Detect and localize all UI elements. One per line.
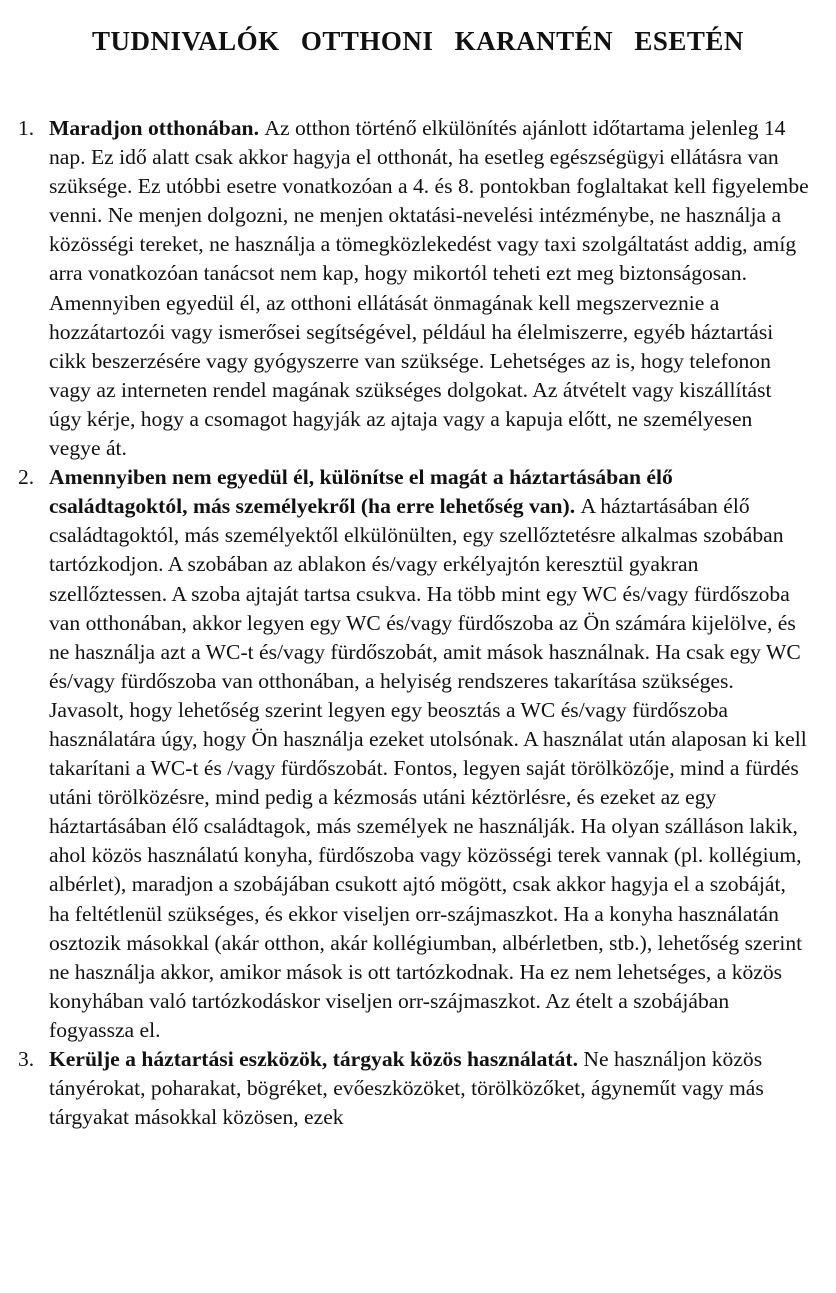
item-number: 3. (18, 1047, 35, 1071)
item-text: A háztartásában élő családtagoktól, más személyektől elkülönülten, egy szellőztetésre alkalmas szobában tartózkodjon. A szobában az ablakon és/vagy erkélyajtón keresztül gyakran szellőztessen. A szoba ajtaját tartsa csukva. Ha több mint egy WC és/vagy fürdőszoba van otthonában, akkor legyen egy WC és/vagy fürdőszoba az Ön számára kijelölve, és ne használja azt a WC-t és/vagy fürdőszobát, amit mások használnak. Ha csak egy WC és/vagy fürdőszoba van otthonában, a helyiség rendszeres takarítása szükséges. Javasolt, hogy lehetőség szerint legyen egy beosztás a WC és/vagy fürdőszoba használatára úgy, hogy Ön használja ezeket utolsónak. A használat után alaposan ki kell takarítani a WC-t és /vagy fürdőszobát. Fontos, legyen saját törölközője, mind a fürdés utáni törölközésre, mind pedig a kézmosás utáni kéztörlésre, és ezeket az egy háztartásában élő családtagok, más személyek ne használják. Ha olyan szálláson lakik, ahol közös használatú konyha, fürdőszoba vagy közösségi terek vannak (pl. kollégium, albérlet), maradjon a szobájában csukott ajtó mögött, csak akkor hagyja el a szobáját, ha feltétlenül szükséges, és ekkor viseljen orr-szájmaszkot. Ha a konyha használatán osztozik másokkal (akár otthon, akár kollégiumban, albérletben, stb.), lehetőség szerint ne használja akkor, amikor mások is ott tartózkodnak. Ha ez nem lehetséges, a közös konyhában való tartózkodáskor viseljen orr-szájmaszkot. Az ételt a szobájában fogyassza el. (49, 494, 807, 1042)
numbered-list (0, 114, 836, 1132)
item-number: 1. (18, 116, 35, 140)
item-number: 2. (18, 465, 35, 490)
item-heading: Amennyiben nem egyedül él, különítse el magát a háztartásában élő családtagoktól, más személyekről (ha erre lehetőség van). (49, 465, 673, 519)
item-text: Ne használjon közös tányérokat, poharakat, bögréket, evőeszközöket, törölközőket, ágyneműt vagy más tárgyakat másokkal közösen, ezek (49, 1047, 764, 1130)
item-heading: Kerülje a háztartási eszközök, tárgyak közös használatát. (49, 1047, 584, 1071)
list-item (0, 463, 809, 1045)
list-item (0, 114, 809, 463)
item-heading: Maradjon otthonában. (49, 116, 265, 140)
item-text: Az otthon történő elkülönítés ajánlott időtartama jelenleg 14 nap. Ez idő alatt csak akkor hagyja el otthonát, ha esetleg egészségügyi ellátásra van szüksége. Ez utóbbi esetre vonatkozóan a 4. és 8. pontokban foglaltakat kell figyelembe venni. Ne menjen dolgozni, ne menjen oktatási-nevelési intézménybe, ne használja a közösségi tereket, ne használja a tömegközlekedést vagy taxi szolgáltatást addig, amíg arra vonatkozóan tanácsot nem kap, hogy mikortól teheti ezt meg biztonságosan. Amennyiben egyedül él, az otthoni ellátását önmagának kell megszerveznie a hozzátartozói vagy ismerősei segítségével, például ha élelmiszerre, egyéb háztartási cikk beszerzésére vagy gyógyszerre van szüksége. Lehetséges az is, hogy telefonon vagy az interneten rendel magának szükséges dolgokat. Az átvételt vagy kiszállítást úgy kérje, hogy a csomagot hagyják az ajtaja vagy a kapuja előtt, ne személyesen vegye át. (49, 116, 809, 461)
document-title: TUDNIVALÓK OTTHONI KARANTÉN ESETÉN (92, 26, 744, 56)
list-item (0, 1045, 809, 1132)
